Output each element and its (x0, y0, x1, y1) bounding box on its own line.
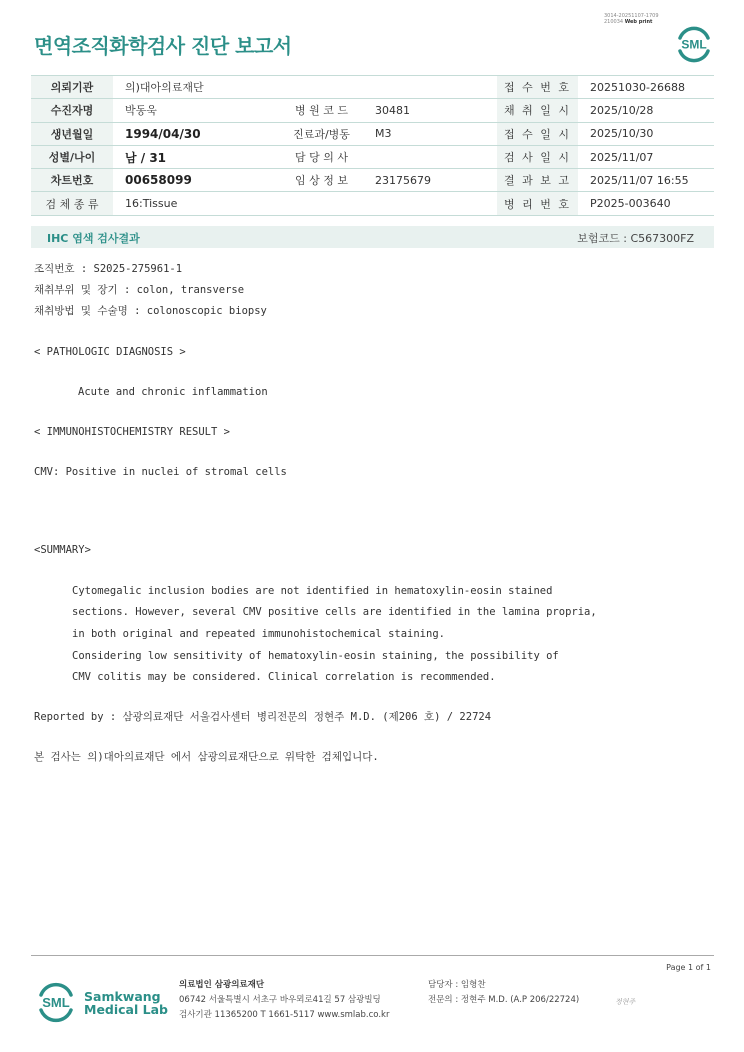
footer-divider (31, 955, 714, 956)
info-row (31, 99, 714, 122)
info-row (31, 122, 714, 145)
label-chart-no: 차트번호 (31, 169, 113, 192)
info-row (31, 169, 714, 192)
info-row (31, 145, 714, 168)
samkwang-logo-icon (36, 980, 76, 1024)
value-birth-date: 1994/04/30 (113, 122, 280, 145)
footer-logo-text: SML (42, 995, 70, 1010)
summary-line: sections. However, several CMV positive cells are identified in the lamina propria, (72, 606, 597, 618)
diagnosis-text: Acute and chronic inflammation (78, 386, 268, 398)
page-title: 면역조직화학검사 진단 보고서 (34, 34, 292, 58)
label-department: 진료과/병동 (280, 122, 363, 145)
brand-name (84, 990, 168, 1016)
tissue-number: 조직번호 : S2025-275961-1 (34, 263, 183, 275)
summary-header: <SUMMARY> (34, 544, 91, 556)
ihc-header: < IMMUNOHISTOCHEMISTRY RESULT > (34, 426, 230, 438)
print-meta-id: 210034 (604, 19, 624, 25)
label-report-date: 결 과 보 고 (497, 169, 578, 192)
label-requesting-org: 의뢰기관 (31, 76, 113, 99)
label-patient-name: 수진자명 (31, 99, 113, 122)
value-received-date: 2025/10/30 (578, 122, 714, 145)
label-collection-date: 채 취 일 시 (497, 99, 578, 122)
summary-line: Cytomegalic inclusion bodies are not identified in hematoxylin-eosin stained (72, 585, 553, 597)
value-department: M3 (363, 122, 497, 145)
staff-info (428, 978, 579, 1008)
info-row (31, 192, 714, 215)
label-received-date: 접 수 일 시 (497, 122, 578, 145)
print-meta-line2 (604, 19, 659, 25)
value-physician (363, 145, 497, 168)
insurance-code: 보험코드 : C567300FZ (577, 232, 694, 245)
value-report-date: 2025/11/07 16:55 (578, 169, 714, 192)
value-requesting-org: 의)대아의료재단 (113, 76, 497, 99)
web-print-label: Web print (624, 19, 653, 25)
result-section-header (31, 226, 714, 248)
label-accession-no: 접 수 번 호 (497, 76, 578, 99)
org-address: 06742 서울특별시 서초구 바우뫼로41길 57 삼광빌딩 (179, 995, 381, 1005)
label-hospital-code: 병 원 코 드 (280, 99, 363, 122)
staff-name: 담당자 : 임형찬 (428, 980, 486, 990)
page-number: Page 1 of 1 (666, 963, 711, 972)
value-patient-name: 박동욱 (113, 99, 280, 122)
sml-logo-icon (674, 24, 714, 64)
ihc-result: CMV: Positive in nuclei of stromal cells (34, 466, 287, 478)
label-specimen-type: 검 체 종 류 (31, 192, 113, 215)
reported-by: Reported by : 삼광의료재단 서울검사센터 병리전문의 정현주 M.D. (제206 호) / 22724 (34, 711, 492, 723)
summary-line: in both original and repeated immunohistochemical staining. (72, 628, 445, 640)
value-test-date: 2025/11/07 (578, 145, 714, 168)
value-accession-no: 20251030-26688 (578, 76, 714, 99)
org-name: 의료법인 삼광의료재단 (179, 980, 265, 990)
brand-line1: Samkwang (84, 989, 161, 1004)
info-row (31, 76, 714, 99)
patient-info-table (31, 75, 714, 216)
summary-line: Considering low sensitivity of hematoxylin-eosin staining, the possibility of (72, 650, 559, 662)
value-chart-no: 00658099 (113, 169, 280, 192)
value-pathology-no: P2025-003640 (578, 192, 714, 215)
logo-text: SML (681, 37, 707, 52)
value-hospital-code: 30481 (363, 99, 497, 122)
value-specimen-type: 16:Tissue (113, 192, 497, 215)
collection-method: 채취방법 및 수술명 : colonoscopic biopsy (34, 305, 267, 317)
print-meta (604, 13, 659, 25)
collection-site: 채취부위 및 장기 : colon, transverse (34, 284, 245, 296)
specialist-name: 전문의 : 정현주 M.D. (A.P 206/22724) (428, 995, 580, 1005)
value-sex-age: 남 / 31 (113, 145, 280, 168)
brand-line2: Medical Lab (84, 1002, 168, 1017)
label-birth-date: 생년월일 (31, 122, 113, 145)
section-title: IHC 염색 검사결과 (47, 232, 140, 245)
referral-note: 본 검사는 의)대아의료재단 에서 삼광의료재단으로 위탁한 검체입니다. (34, 751, 379, 763)
value-clinical-info: 23175679 (363, 169, 497, 192)
label-sex-age: 성별/나이 (31, 145, 113, 168)
org-contact: 검사기관 11365200 T 1661-5117 www.smlab.co.kr (179, 1010, 390, 1020)
print-meta-line1: 3014-20251107-1709 (604, 13, 659, 19)
signature: 정현주 (615, 998, 636, 1006)
org-info (179, 978, 389, 1023)
label-pathology-no: 병 리 번 호 (497, 192, 578, 215)
label-clinical-info: 임 상 정 보 (280, 169, 363, 192)
diagnosis-header: < PATHOLOGIC DIAGNOSIS > (34, 346, 186, 358)
summary-line: CMV colitis may be considered. Clinical correlation is recommended. (72, 671, 496, 683)
label-physician: 담 당 의 사 (280, 145, 363, 168)
label-test-date: 검 사 일 시 (497, 145, 578, 168)
value-collection-date: 2025/10/28 (578, 99, 714, 122)
